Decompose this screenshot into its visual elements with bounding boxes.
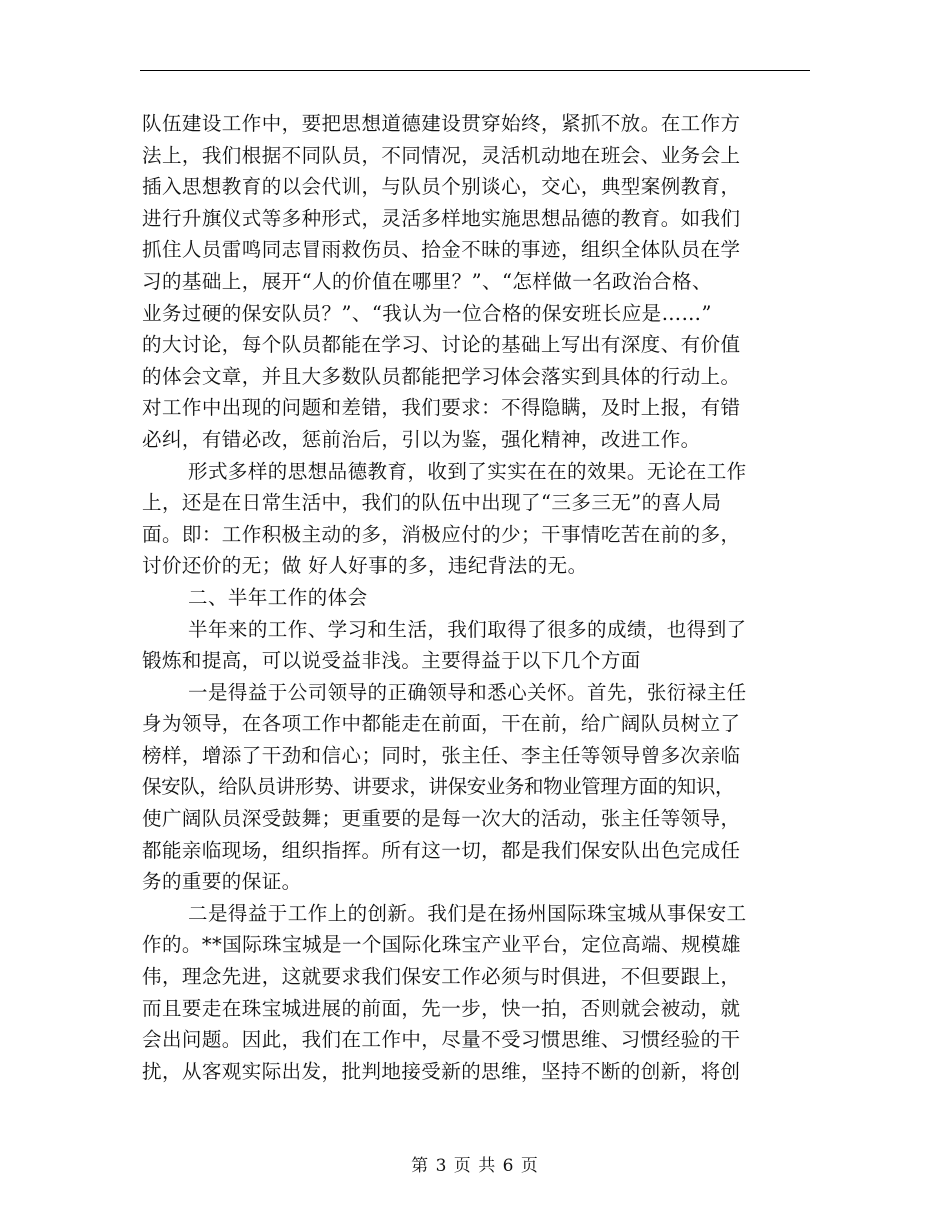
text-line: 进行升旗仪式等多种形式，灵活多样地实施思想品德的教育。如我们	[142, 206, 741, 230]
text-line: 面。即：工作积极主动的多，消极应付的少；干事情吃苦在前的多，	[142, 522, 741, 546]
text-line: 作的。**国际珠宝城是一个国际化珠宝产业平台，定位高端、规模雄	[142, 933, 741, 957]
text-line: 而且要走在珠宝城进展的前面，先一步，快一拍，否则就会被动，就	[142, 996, 741, 1020]
text-line: 榜样，增添了干劲和信心；同时，张主任、李主任等领导曾多次亲临	[142, 743, 741, 767]
page-number-footer: 第 3 页 共 6 页	[411, 1156, 539, 1176]
text-line: 形式多样的思想品德教育，收到了实实在在的效果。无论在工作	[188, 459, 747, 483]
text-line: 锻炼和提高，可以说受益非浅。主要得益于以下几个方面	[142, 649, 641, 673]
text-line: 讨价还价的无；做 好人好事的多，违纪背法的无。	[142, 554, 588, 578]
text-line: 抓住人员雷鸣同志冒雨救伤员、拾金不昧的事迹，组织全体队员在学	[142, 238, 741, 262]
text-line: 会出问题。因此，我们在工作中，尽量不受习惯思维、习惯经验的干	[142, 1028, 741, 1052]
text-line: 法上，我们根据不同队员，不同情况，灵活机动地在班会、业务会上	[142, 143, 741, 167]
text-line: 的大讨论，每个队员都能在学习、讨论的基础上写出有深度、有价值	[142, 333, 741, 357]
text-line: 二是得益于工作上的创新。我们是在扬州国际珠宝城从事保安工	[188, 901, 747, 925]
text-line: 使广阔队员深受鼓舞；更重要的是每一次大的活动，张主任等领导，	[142, 807, 741, 831]
text-line: 业务过硬的保安队员？”、“我认为一位合格的保安班长应是……”	[142, 301, 712, 325]
text-line: 务的重要的保证。	[142, 870, 302, 894]
text-line: 习的基础上，展开“人的价值在哪里？”、“怎样做一名政治合格、	[142, 269, 712, 293]
text-line: 半年来的工作、学习和生活，我们取得了很多的成绩，也得到了	[188, 617, 747, 641]
text-line: 保安队，给队员讲形势、讲要求，讲保安业务和物业管理方面的知识，	[142, 775, 735, 799]
text-line: 二、半年工作的体会	[188, 585, 368, 609]
text-line: 队伍建设工作中，要把思想道德建设贯穿始终，紧抓不放。在工作方	[142, 112, 741, 135]
text-line: 对工作中出现的问题和差错，我们要求：不得隐瞒，及时上报，有错	[142, 396, 741, 420]
text-line: 伟，理念先进，这就要求我们保安工作必须与时俱进，不但要跟上，	[142, 965, 741, 989]
body-text	[142, 108, 814, 1087]
text-line: 一是得益于公司领导的正确领导和悉心关怀。首先，张衍禄主任	[188, 680, 747, 704]
header-rule	[140, 70, 810, 71]
text-line: 必纠，有错必改，惩前治后，引以为鉴，强化精神，改进工作。	[142, 427, 701, 451]
text-line: 的体会文章，并且大多数队员都能把学习体会落实到具体的行动上。	[142, 364, 741, 388]
text-line: 身为领导，在各项工作中都能走在前面，干在前，给广阔队员树立了	[142, 712, 741, 736]
text-line: 上，还是在日常生活中，我们的队伍中出现了“三多三无”的喜人局	[142, 491, 722, 515]
text-line: 都能亲临现场，组织指挥。所有这一切，都是我们保安队出色完成任	[142, 838, 741, 862]
text-line: 插入思想教育的以会代训，与队员个别谈心，交心，典型案例教育，	[142, 175, 741, 199]
text-line: 扰，从客观实际出发，批判地接受新的思维，坚持不断的创新，将创	[142, 1059, 741, 1083]
